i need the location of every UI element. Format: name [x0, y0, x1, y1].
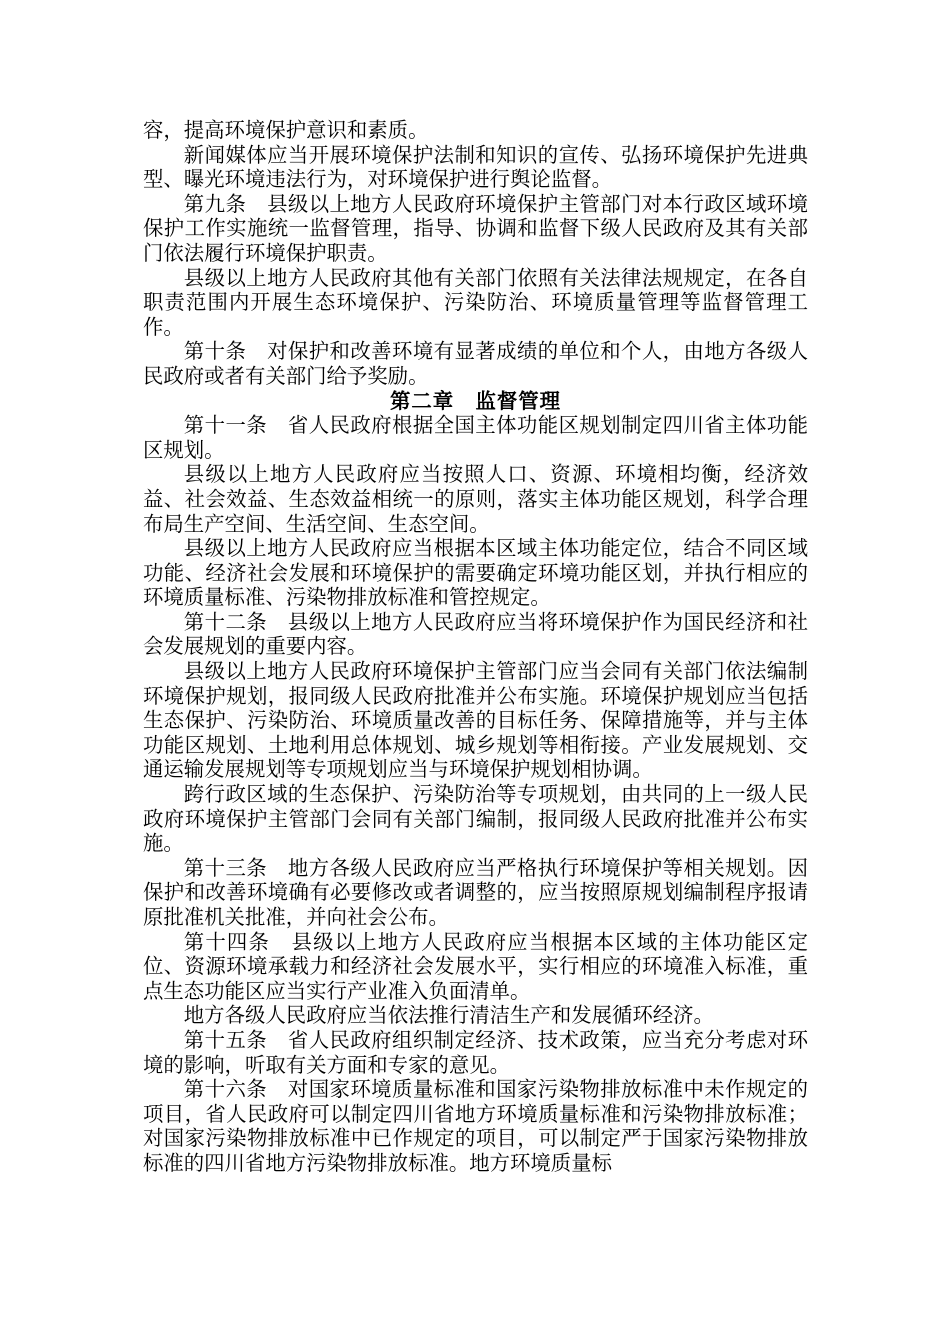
chapter-heading: 第二章 监督管理: [389, 388, 562, 413]
paragraph-continuation: 容，提高环境保护意识和素质。: [143, 118, 429, 142]
article-10: 第十条 对保护和改善环境有显著成绩的单位和个人，由地方各级人民政府或者有关部门给予奖励。: [143, 339, 808, 388]
article-13: 第十三条 地方各级人民政府应当严格执行环境保护等相关规划。因保护和改善环境确有必要修改或者调整的，应当按照原规划编制程序报请原批准机关批准，并向社会公布。: [143, 855, 808, 929]
paragraph: 新闻媒体应当开展环境保护法制和知识的宣传、弘扬环境保护先进典型、曝光环境违法行为，对环境保护进行舆论监督。: [143, 142, 808, 192]
article-14: 第十四条 县级以上地方人民政府应当根据本区域的主体功能区定位、资源环境承载力和经济社会发展水平，实行相应的环境准入标准，重点生态功能区应当实行产业准入负面清单。: [143, 929, 808, 1003]
paragraph: 县级以上地方人民政府应当按照人口、资源、环境相均衡，经济效益、社会效益、生态效益相统一的原则，落实主体功能区规划，科学合理布局生产空间、生活空间、生态空间。: [143, 462, 808, 536]
paragraph: 地方各级人民政府应当依法推行清洁生产和发展循环经济。: [183, 1003, 714, 1028]
article-15: 第十五条 省人民政府组织制定经济、技术政策，应当充分考虑对环境的影响，听取有关方面和专家的意见。: [143, 1027, 808, 1077]
paragraph: 县级以上地方人民政府环境保护主管部门应当会同有关部门依法编制环境保护规划，报同级人民政府批准并公布实施。环境保护规划应当包括生态保护、污染防治、环境质量改善的目标任务、保障措施等，并与主体功能区规划、土地利用总体规划、城乡规划等相衔接。产业发展规划、交通运输发展规划等专项规划应当与环境保护规划相协调。: [143, 659, 808, 782]
document-body: [143, 118, 808, 1176]
paragraph: 跨行政区域的生态保护、污染防治等专项规划，由共同的上一级人民政府环境保护主管部门会同有关部门编制，报同级人民政府批准并公布实施。: [143, 782, 808, 856]
article-11: 第十一条 省人民政府根据全国主体功能区规划制定四川省主体功能区规划。: [143, 413, 808, 462]
article-16: 第十六条 对国家环境质量标准和国家污染物排放标准中未作规定的项目，省人民政府可以制定四川省地方环境质量标准和污染物排放标准；对国家污染物排放标准中已作规定的项目，可以制定严于国家污染物排放标准的四川省地方污染物排放标准。地方环境质量标: [143, 1077, 808, 1175]
paragraph: 县级以上地方人民政府其他有关部门依照有关法律法规规定，在各自职责范围内开展生态环境保护、污染防治、环境质量管理等监督管理工作。: [143, 265, 808, 339]
article-9: 第九条 县级以上地方人民政府环境保护主管部门对本行政区域环境保护工作实施统一监督管理，指导、协调和监督下级人民政府及其有关部门依法履行环境保护职责。: [143, 191, 808, 265]
article-12: 第十二条 县级以上地方人民政府应当将环境保护作为国民经济和社会发展规划的重要内容。: [143, 609, 808, 659]
paragraph: 县级以上地方人民政府应当根据本区域主体功能定位，结合不同区域功能、经济社会发展和环境保护的需要确定环境功能区划，并执行相应的环境质量标准、污染物排放标准和管控规定。: [143, 536, 808, 610]
